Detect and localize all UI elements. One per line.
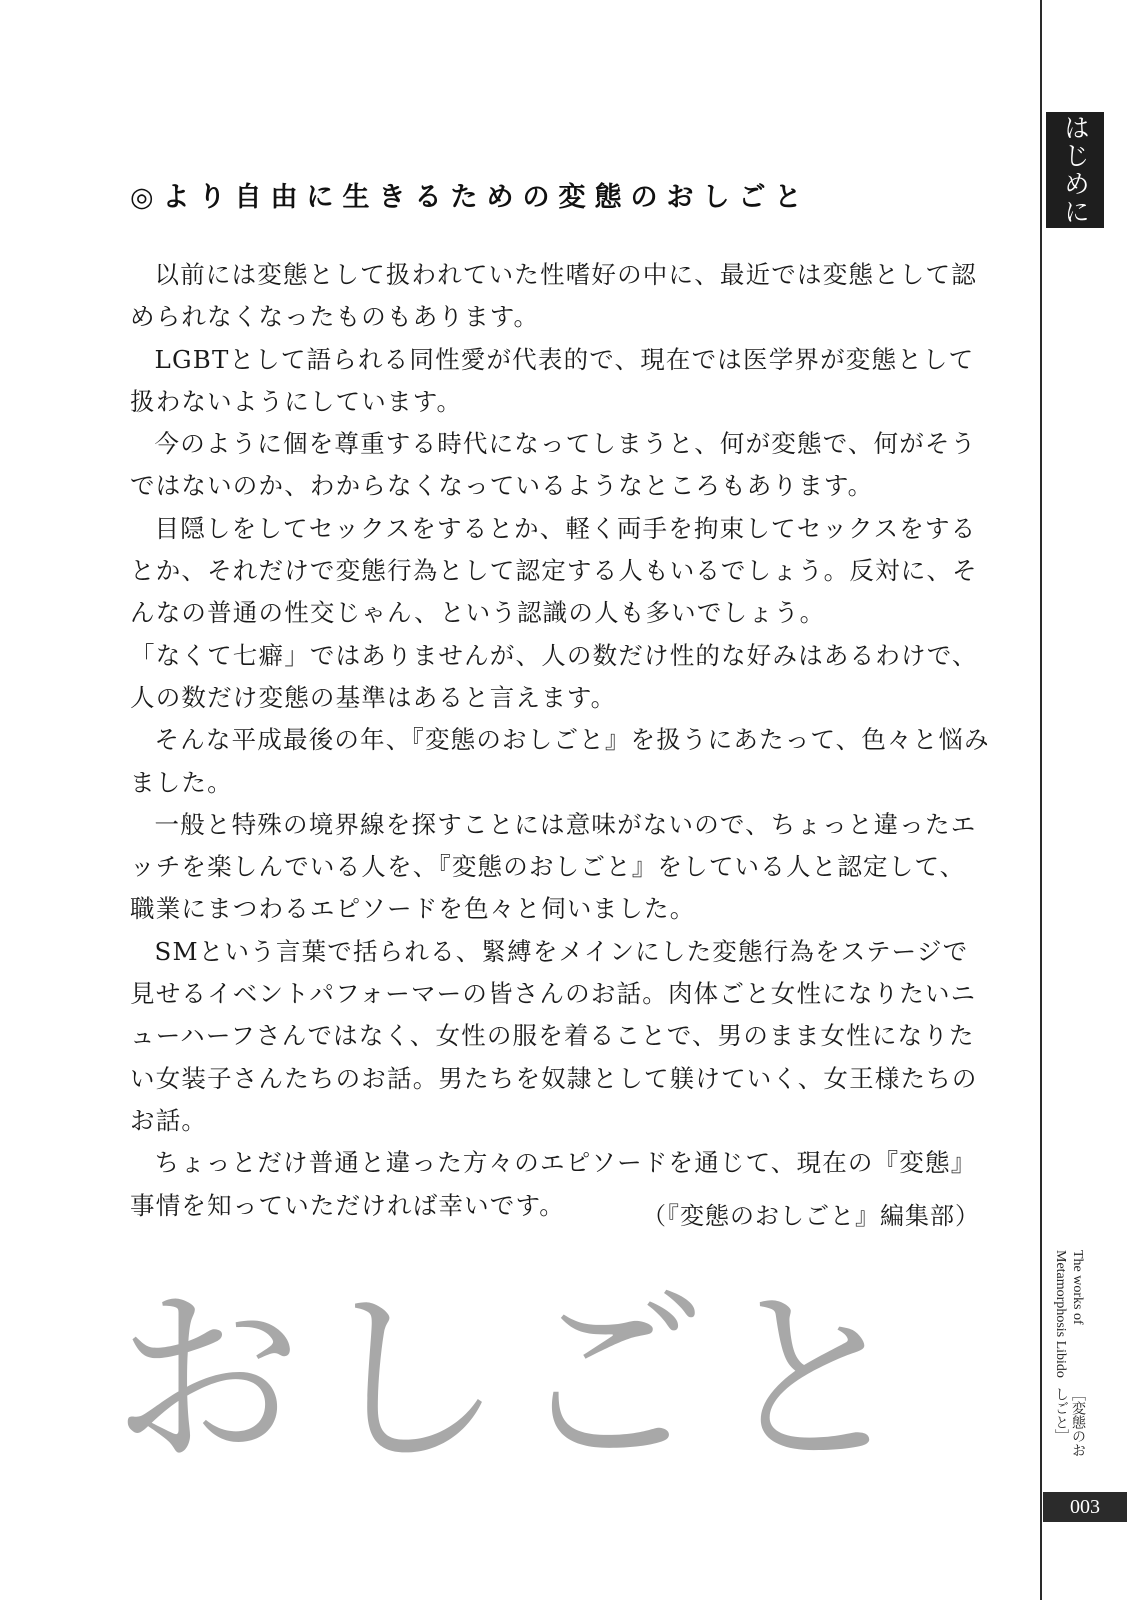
paragraph: SMという言葉で括られる、緊縛をメインにした変態行為をステージで見せるイベントパフォーマーの皆さんのお話。肉体ごと女性になりたいニューハーフさんではなく、女性の服を着ることで、男のまま女性になりたい女装子さんたちのお話。男たちを奴隷として躾けていく、女王様たちのお話。 [130, 936, 978, 1135]
page-number: 003 [1043, 1492, 1127, 1522]
watermark-text: おしごと [112, 1269, 921, 1490]
running-title-en: The works of Metamorphosis Libido [1053, 1250, 1085, 1378]
sidebar-divider [1040, 0, 1042, 1600]
paragraph: ちょっとだけ普通と違った方々のエピソードを通じて、現在の『変態』事情を知っていただければ幸いです。 [130, 1148, 977, 1220]
paragraph: LGBTとして語られる同性愛が代表的で、現在では医学界が変態として扱わないようにしています。 [130, 344, 975, 416]
section-tab: はじめに [1046, 112, 1104, 228]
paragraph: 以前には変態として扱われていた性嗜好の中に、最近では変態として認められなくなったものもあります。 [130, 260, 977, 332]
signature: （『変態のおしごと』編集部） [642, 1202, 980, 1230]
paragraph: そんな平成最後の年、『変態のおしごと』を扱うにあたって、色々と悩みました。 [130, 725, 990, 797]
section-heading: ◎より自由に生きるための変態のおしごと [130, 182, 811, 213]
body-text [130, 254, 990, 1227]
paragraph: 目隠しをしてセックスをするとか、軽く両手を拘束してセックスをするとか、それだけで変態行為として認定する人もいるでしょう。反対に、そんなの普通の性交じゃん、という認識の人も多いでしょう。 [130, 513, 978, 628]
paragraph: 「なくて七癖」ではありませんが、人の数だけ性的な好みはあるわけで、人の数だけ変態の基準はあると言えます。 [130, 640, 978, 712]
running-title-ja: ［変態のおしごと］ [1053, 1387, 1085, 1458]
paragraph: 一般と特殊の境界線を探すことには意味がないので、ちょっと違ったエッチを楽しんでいる人を、『変態のおしごと』をしている人と認定して、職業にまつわるエピソードを色々と伺いました。 [130, 809, 977, 924]
paragraph: 今のように個を尊重する時代になってしまうと、何が変態で、何がそうではないのか、わからなくなっているようなところもあります。 [130, 429, 977, 501]
running-title [1052, 1250, 1086, 1470]
